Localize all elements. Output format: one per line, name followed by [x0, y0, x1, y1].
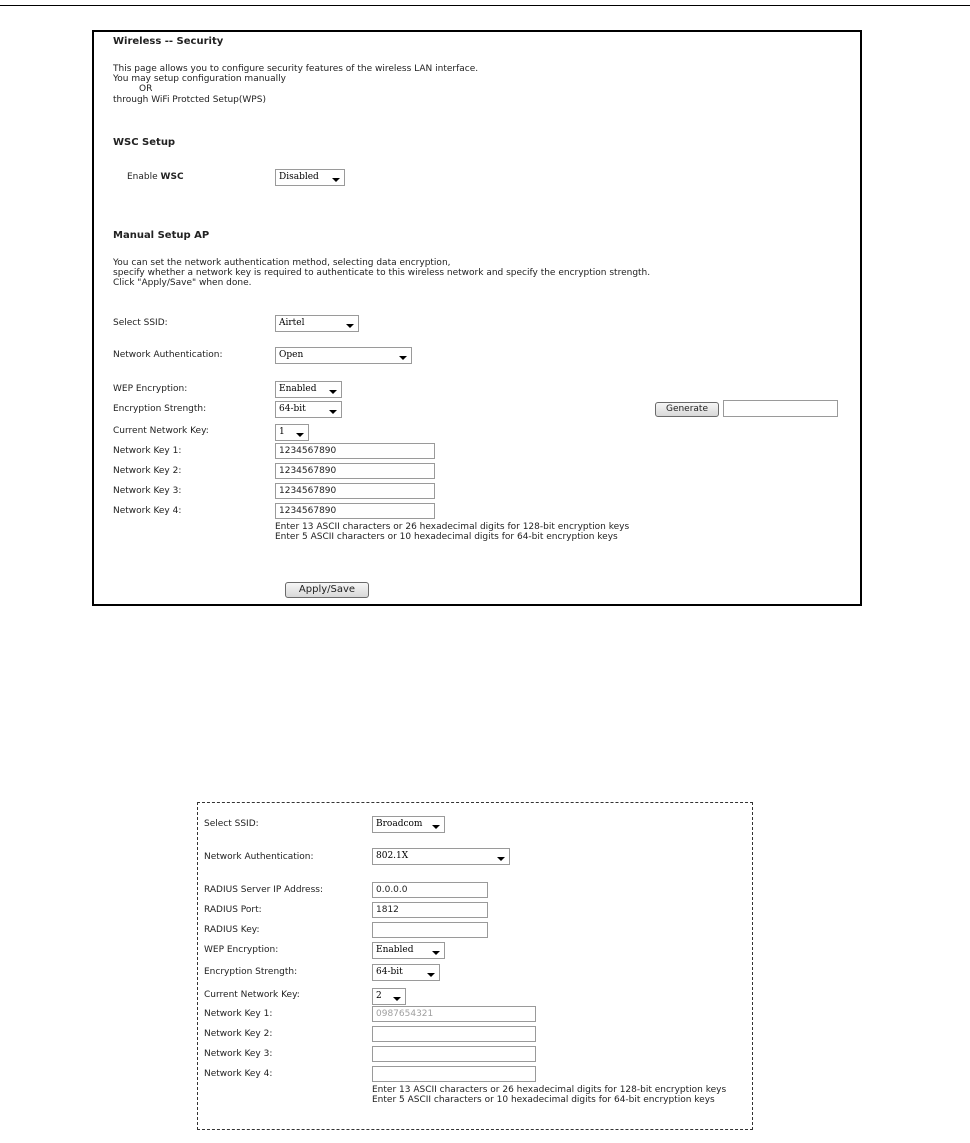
radius-key-input[interactable]: [372, 922, 488, 938]
network-key-2-label: Network Key 2:: [204, 1029, 273, 1039]
current-network-key-label: Current Network Key:: [113, 426, 209, 436]
network-auth-label: Network Authentication:: [113, 350, 223, 360]
network-auth-dropdown[interactable]: Open: [275, 347, 412, 364]
chevron-down-icon: [296, 433, 304, 437]
network-key-2-input[interactable]: 1234567890: [275, 463, 435, 479]
chevron-down-icon: [432, 951, 440, 955]
wireless-security-panel: [92, 30, 862, 606]
encryption-strength-select[interactable]: 64-bit: [275, 401, 342, 418]
encryption-strength-label: Encryption Strength:: [113, 404, 207, 414]
network-key-1-input[interactable]: 1234567890: [275, 443, 435, 459]
wep-encryption-select[interactable]: Enabled: [372, 942, 445, 959]
network-key-4-label: Network Key 4:: [204, 1069, 273, 1079]
network-key-4-label: Network Key 4:: [113, 506, 182, 516]
network-key-3-input[interactable]: [372, 1046, 536, 1062]
chevron-down-icon: [329, 390, 337, 394]
radius-config-panel: [197, 802, 753, 1130]
radius-key-label: RADIUS Key:: [204, 925, 260, 935]
current-network-key-label: Current Network Key:: [204, 990, 300, 1000]
network-key-1-label: Network Key 1:: [113, 446, 182, 456]
encryption-strength-select[interactable]: 64-bit: [372, 964, 440, 981]
network-key-2-label: Network Key 2:: [113, 466, 182, 476]
radius-port-input[interactable]: 1812: [372, 902, 488, 918]
network-key-3-label: Network Key 3:: [204, 1049, 273, 1059]
manual-desc-line-1: You can set the network authentication method, selecting data encryption,: [113, 258, 451, 268]
generate-button[interactable]: Generate: [655, 402, 719, 417]
network-key-2-input[interactable]: [372, 1026, 536, 1042]
generate-key-input[interactable]: [723, 400, 838, 417]
select-ssid-dropdown[interactable]: Airtel: [275, 315, 359, 332]
select-ssid-label: Select SSID:: [113, 318, 168, 328]
hint-64-bit: Enter 5 ASCII characters or 10 hexadecimal digits for 64-bit encryption keys: [372, 1095, 715, 1105]
enable-wsc-label: Enable WSC: [127, 172, 184, 182]
intro-line-3: OR: [139, 84, 153, 94]
chevron-down-icon: [497, 857, 505, 861]
wsc-setup-heading: WSC Setup: [113, 137, 176, 148]
current-network-key-select[interactable]: 1: [275, 424, 309, 441]
radius-ip-input[interactable]: 0.0.0.0: [372, 882, 488, 898]
chevron-down-icon: [346, 324, 354, 328]
chevron-down-icon: [399, 356, 407, 360]
manual-desc-line-3: Click "Apply/Save" when done.: [113, 278, 252, 288]
wep-encryption-label: WEP Encryption:: [204, 945, 279, 955]
wep-encryption-select[interactable]: Enabled: [275, 381, 342, 398]
enable-wsc-select[interactable]: Disabled: [275, 169, 345, 186]
select-ssid-dropdown[interactable]: Broadcom: [372, 816, 445, 833]
chevron-down-icon: [432, 825, 440, 829]
wep-encryption-label: WEP Encryption:: [113, 384, 188, 394]
network-key-1-label: Network Key 1:: [204, 1009, 273, 1019]
intro-line-1: This page allows you to configure security features of the wireless LAN interface.: [113, 64, 479, 74]
encryption-strength-label: Encryption Strength:: [204, 967, 298, 977]
radius-ip-label: RADIUS Server IP Address:: [204, 885, 323, 895]
chevron-down-icon: [427, 973, 435, 977]
hint-128-bit: Enter 13 ASCII characters or 26 hexadecimal digits for 128-bit encryption keys: [372, 1085, 727, 1095]
page-title: Wireless -- Security: [113, 36, 224, 47]
network-key-4-input[interactable]: [372, 1066, 536, 1082]
chevron-down-icon: [332, 178, 340, 182]
chevron-down-icon: [393, 997, 401, 1001]
network-auth-dropdown[interactable]: 802.1X: [372, 848, 510, 865]
apply-save-button[interactable]: Apply/Save: [285, 582, 369, 598]
network-key-1-input[interactable]: 0987654321: [372, 1006, 536, 1022]
network-key-3-label: Network Key 3:: [113, 486, 182, 496]
current-network-key-select[interactable]: 2: [372, 988, 406, 1005]
manual-setup-heading: Manual Setup AP: [113, 230, 210, 241]
manual-desc-line-2: specify whether a network key is required to authenticate to this wireless network and specify the encryption strength.: [113, 268, 651, 278]
hint-128-bit: Enter 13 ASCII characters or 26 hexadecimal digits for 128-bit encryption keys: [275, 522, 630, 532]
network-key-3-input[interactable]: 1234567890: [275, 483, 435, 499]
page-top-rule: [0, 5, 970, 6]
intro-line-2: You may setup configuration manually: [113, 74, 286, 84]
network-auth-label: Network Authentication:: [204, 852, 314, 862]
select-ssid-label: Select SSID:: [204, 819, 259, 829]
network-key-4-input[interactable]: 1234567890: [275, 503, 435, 519]
radius-port-label: RADIUS Port:: [204, 905, 262, 915]
chevron-down-icon: [329, 410, 337, 414]
intro-line-4: through WiFi Protcted Setup(WPS): [113, 95, 266, 105]
hint-64-bit: Enter 5 ASCII characters or 10 hexadecimal digits for 64-bit encryption keys: [275, 532, 618, 542]
